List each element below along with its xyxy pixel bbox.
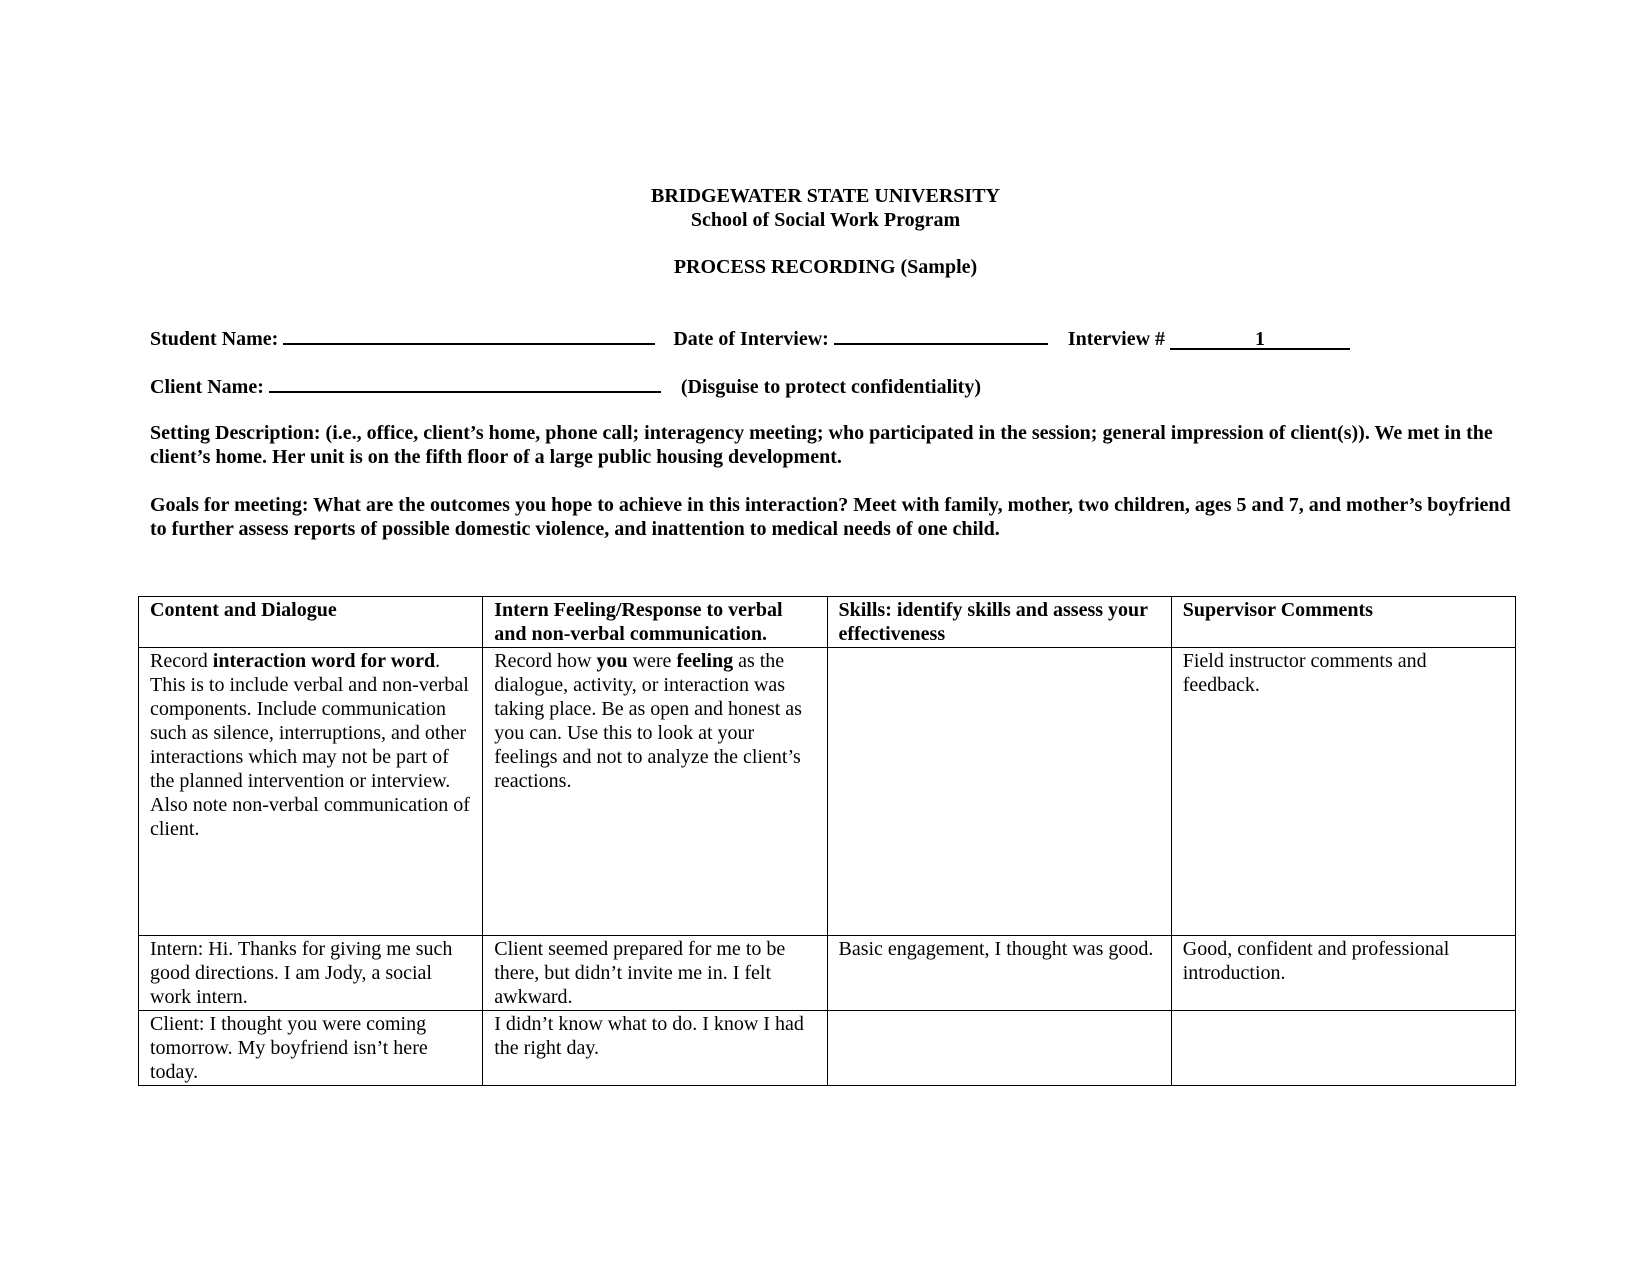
content-instruction-bold: interaction word for word — [212, 650, 436, 672]
dialogue-content-cell[interactable]: Intern: Hi. Thanks for giving me such good directions. I am Jody, a social work intern. — [139, 936, 483, 1011]
date-of-interview-label: Date of Interview: — [673, 328, 829, 350]
instructions-skills-cell[interactable] — [827, 648, 1171, 936]
confidentiality-note: (Disguise to protect confidentiality) — [680, 376, 982, 398]
student-info-line — [150, 325, 1350, 351]
instructions-supervisor-cell[interactable]: Field instructor comments and feedback. — [1171, 648, 1515, 936]
column-header-feeling: Intern Feeling/Response to verbal and non-verbal communication. — [483, 597, 827, 648]
feeling-instruction-bold-feeling: feeling — [676, 650, 734, 672]
date-of-interview-field[interactable] — [834, 325, 1048, 345]
content-instruction-post: . This is to include verbal and non-verbal components. Include communication such as silence, interruptions, and other interactions which may not be part of the planned intervention or interview. — [150, 650, 469, 792]
feeling-instruction-3: as the dialogue, activity, or interaction was taking place. Be as open and honest as you can. Use this to look at your feelings and not to analyze the client’s reactions. — [494, 650, 802, 792]
goals-for-meeting: Goals for meeting: What are the outcomes you hope to achieve in this interaction? Meet with family, mother, two children, ages 5 and 7, and mother’s boyfriend to further assess reports of possible domestic violence, and inattention to medical needs of one child. — [150, 494, 1511, 540]
dialogue-content-cell[interactable]: Client: I thought you were coming tomorrow. My boyfriend isn’t here today. — [139, 1011, 483, 1086]
dialogue-feeling-cell[interactable]: Client seemed prepared for me to be there, but didn’t invite me in. I felt awkward. — [483, 936, 827, 1011]
column-header-content: Content and Dialogue — [139, 597, 483, 648]
process-recording-table — [138, 596, 1516, 1086]
student-name-label: Student Name: — [150, 328, 279, 350]
content-instruction-pre: Record — [150, 650, 213, 672]
program-name: School of Social Work Program — [690, 209, 961, 231]
feeling-instruction-bold-you: you — [596, 650, 628, 672]
content-instruction-extra: Also note non-verbal communication of client. — [150, 794, 470, 840]
student-name-field[interactable] — [283, 325, 655, 345]
setting-description: Setting Description: (i.e., office, client’s home, phone call; interagency meeting; who participated in the session; general impression of client(s)). We met in the client’s home. Her unit is on the fifth floor of a large public housing development. — [150, 422, 1493, 468]
feeling-instruction-2: were — [627, 650, 677, 672]
dialogue-feeling-cell[interactable]: I didn’t know what to do. I know I had the right day. — [483, 1011, 827, 1086]
university-name: BRIDGEWATER STATE UNIVERSITY — [651, 185, 1000, 207]
dialogue-skills-cell[interactable]: Basic engagement, I thought was good. — [827, 936, 1171, 1011]
table-row — [139, 936, 1516, 1011]
client-info-line — [150, 373, 981, 399]
dialogue-supervisor-cell[interactable]: Good, confident and professional introduction. — [1171, 936, 1515, 1011]
dialogue-supervisor-cell[interactable] — [1171, 1011, 1515, 1086]
interview-number-field[interactable]: 1 — [1170, 330, 1350, 350]
document-title: PROCESS RECORDING (Sample) — [673, 256, 978, 278]
interview-number-label: Interview # — [1067, 328, 1166, 350]
table-row — [139, 1011, 1516, 1086]
column-header-supervisor: Supervisor Comments — [1171, 597, 1515, 648]
dialogue-skills-cell[interactable] — [827, 1011, 1171, 1086]
column-header-skills: Skills: identify skills and assess your effectiveness — [827, 597, 1171, 648]
table-row — [139, 648, 1516, 936]
instructions-content-cell[interactable] — [139, 648, 483, 936]
feeling-instruction-1: Record how — [494, 650, 597, 672]
table-header-row — [139, 597, 1516, 648]
client-name-label: Client Name: — [150, 376, 264, 398]
client-name-field[interactable] — [269, 373, 661, 393]
instructions-feeling-cell[interactable] — [483, 648, 827, 936]
